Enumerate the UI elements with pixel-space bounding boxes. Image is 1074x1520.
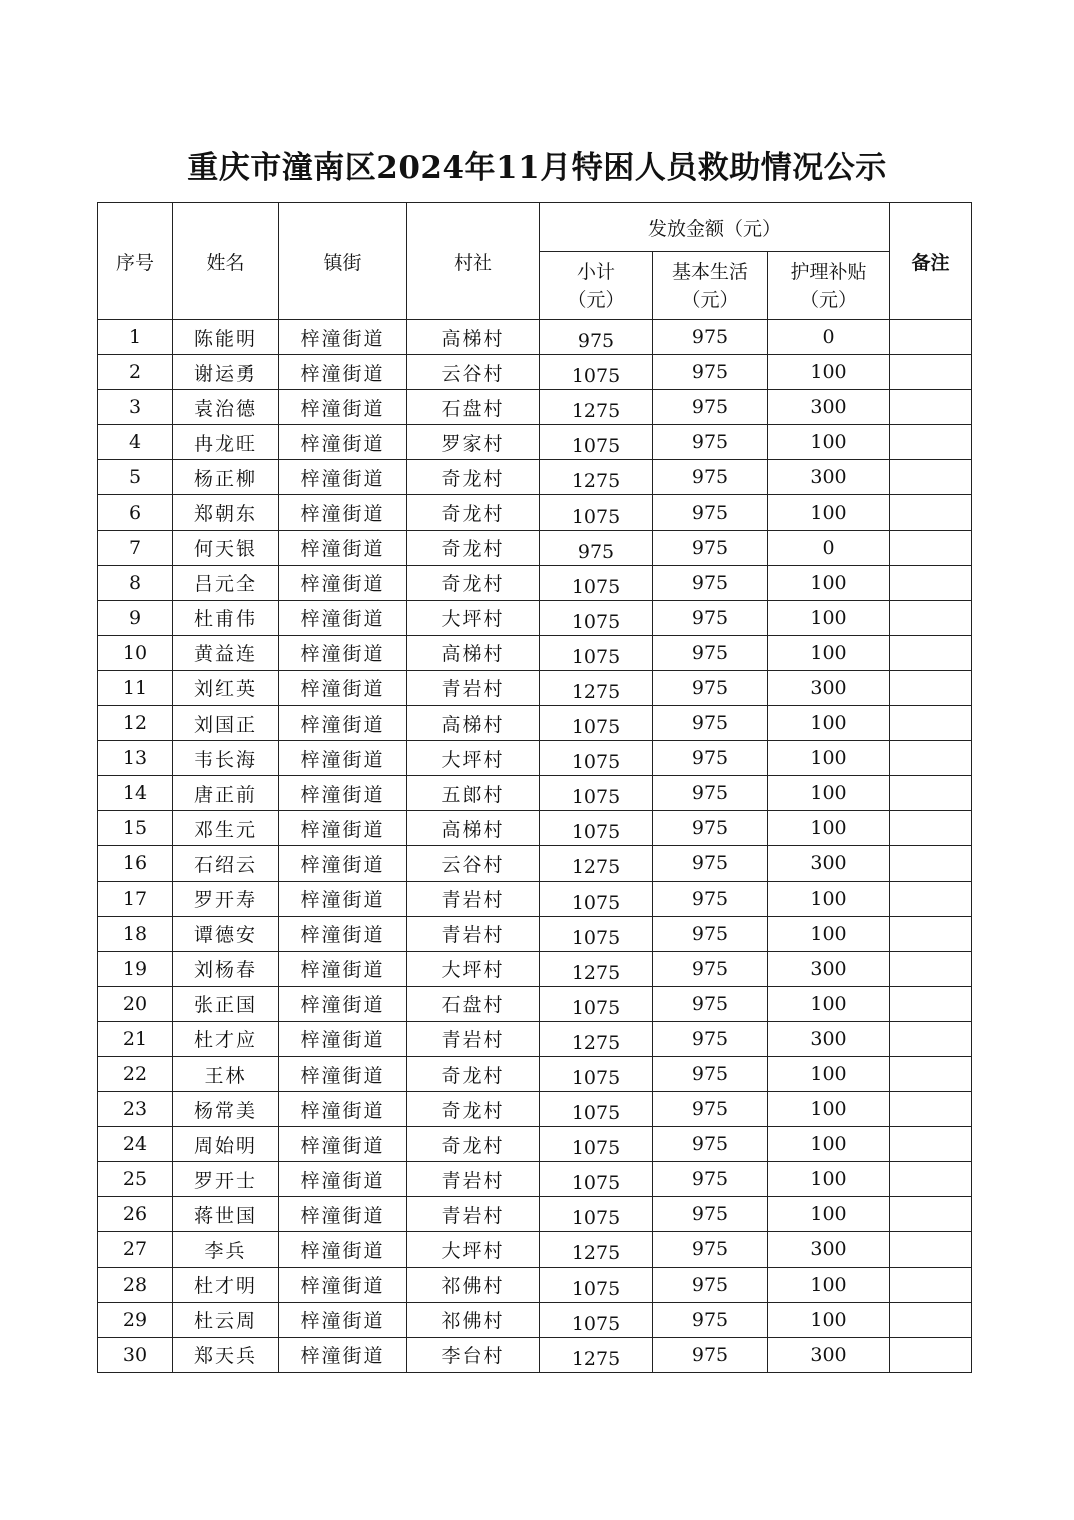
cell-town: 梓潼街道 <box>279 1267 407 1302</box>
table-row <box>98 320 972 355</box>
table-row <box>98 1127 972 1162</box>
cell-town: 梓潼街道 <box>279 1162 407 1197</box>
cell-town: 梓潼街道 <box>279 776 407 811</box>
cell-village: 奇龙村 <box>407 495 540 530</box>
cell-seq: 4 <box>98 425 173 460</box>
cell-village: 奇龙村 <box>407 565 540 600</box>
cell-name: 唐正前 <box>173 776 279 811</box>
cell-name: 冉龙旺 <box>173 425 279 460</box>
table-row <box>98 460 972 495</box>
cell-town: 梓潼街道 <box>279 1021 407 1056</box>
cell-remark <box>890 565 972 600</box>
header-basic <box>653 252 768 320</box>
cell-care: 100 <box>768 986 890 1021</box>
cell-remark <box>890 320 972 355</box>
cell-remark <box>890 1302 972 1337</box>
cell-remark <box>890 706 972 741</box>
cell-name: 罗开寿 <box>173 881 279 916</box>
cell-basic: 975 <box>653 530 768 565</box>
cell-care: 300 <box>768 1337 890 1372</box>
cell-town: 梓潼街道 <box>279 670 407 705</box>
cell-village: 祁佛村 <box>407 1302 540 1337</box>
cell-village: 云谷村 <box>407 355 540 390</box>
cell-subtotal: 1075 <box>540 635 653 670</box>
cell-care: 100 <box>768 1267 890 1302</box>
cell-name: 罗开士 <box>173 1162 279 1197</box>
cell-name: 吕元全 <box>173 565 279 600</box>
cell-subtotal: 1075 <box>540 1056 653 1091</box>
table-row <box>98 425 972 460</box>
cell-village: 高梯村 <box>407 811 540 846</box>
cell-seq: 11 <box>98 670 173 705</box>
cell-name: 袁治德 <box>173 390 279 425</box>
cell-remark <box>890 986 972 1021</box>
table-row <box>98 1056 972 1091</box>
table-row <box>98 741 972 776</box>
cell-village: 奇龙村 <box>407 530 540 565</box>
cell-care: 300 <box>768 670 890 705</box>
cell-remark <box>890 951 972 986</box>
cell-village: 奇龙村 <box>407 460 540 495</box>
cell-subtotal: 1075 <box>540 1127 653 1162</box>
cell-basic: 975 <box>653 986 768 1021</box>
cell-subtotal: 1275 <box>540 951 653 986</box>
cell-name: 刘杨春 <box>173 951 279 986</box>
cell-basic: 975 <box>653 320 768 355</box>
cell-care: 100 <box>768 1056 890 1091</box>
cell-remark <box>890 1337 972 1372</box>
cell-care: 100 <box>768 1127 890 1162</box>
table-row <box>98 986 972 1021</box>
cell-village: 高梯村 <box>407 320 540 355</box>
cell-subtotal: 1075 <box>540 706 653 741</box>
cell-remark <box>890 670 972 705</box>
cell-remark <box>890 390 972 425</box>
table-row <box>98 951 972 986</box>
cell-basic: 975 <box>653 1302 768 1337</box>
cell-subtotal: 1275 <box>540 1337 653 1372</box>
cell-subtotal: 975 <box>540 320 653 355</box>
cell-basic: 975 <box>653 565 768 600</box>
cell-care: 300 <box>768 390 890 425</box>
cell-name: 蒋世国 <box>173 1197 279 1232</box>
table-row <box>98 670 972 705</box>
cell-town: 梓潼街道 <box>279 530 407 565</box>
cell-name: 谢运勇 <box>173 355 279 390</box>
cell-name: 何天银 <box>173 530 279 565</box>
cell-remark <box>890 600 972 635</box>
cell-care: 100 <box>768 811 890 846</box>
header-care-unit: （元） <box>799 288 857 311</box>
cell-care: 100 <box>768 1197 890 1232</box>
cell-subtotal: 1075 <box>540 495 653 530</box>
cell-subtotal: 1075 <box>540 916 653 951</box>
cell-subtotal: 1075 <box>540 1267 653 1302</box>
cell-seq: 5 <box>98 460 173 495</box>
cell-town: 梓潼街道 <box>279 600 407 635</box>
cell-village: 云谷村 <box>407 846 540 881</box>
table-row <box>98 600 972 635</box>
cell-seq: 15 <box>98 811 173 846</box>
cell-seq: 29 <box>98 1302 173 1337</box>
cell-care: 100 <box>768 565 890 600</box>
cell-seq: 20 <box>98 986 173 1021</box>
cell-village: 李台村 <box>407 1337 540 1372</box>
cell-basic: 975 <box>653 390 768 425</box>
cell-remark <box>890 425 972 460</box>
cell-care: 300 <box>768 1021 890 1056</box>
cell-village: 青岩村 <box>407 670 540 705</box>
cell-town: 梓潼街道 <box>279 706 407 741</box>
cell-town: 梓潼街道 <box>279 1197 407 1232</box>
cell-name: 周始明 <box>173 1127 279 1162</box>
cell-seq: 7 <box>98 530 173 565</box>
cell-care: 100 <box>768 741 890 776</box>
table-row <box>98 635 972 670</box>
cell-seq: 3 <box>98 390 173 425</box>
cell-name: 郑朝东 <box>173 495 279 530</box>
cell-basic: 975 <box>653 916 768 951</box>
cell-subtotal: 1075 <box>540 741 653 776</box>
cell-remark <box>890 881 972 916</box>
cell-care: 100 <box>768 916 890 951</box>
cell-town: 梓潼街道 <box>279 1056 407 1091</box>
cell-town: 梓潼街道 <box>279 1092 407 1127</box>
cell-village: 高梯村 <box>407 706 540 741</box>
cell-basic: 975 <box>653 495 768 530</box>
cell-subtotal: 1075 <box>540 1197 653 1232</box>
header-seq: 序号 <box>98 203 173 320</box>
table-row <box>98 1302 972 1337</box>
table-row <box>98 776 972 811</box>
cell-town: 梓潼街道 <box>279 916 407 951</box>
cell-name: 邓生元 <box>173 811 279 846</box>
cell-seq: 25 <box>98 1162 173 1197</box>
cell-basic: 975 <box>653 776 768 811</box>
cell-name: 谭德安 <box>173 916 279 951</box>
cell-basic: 975 <box>653 1056 768 1091</box>
cell-care: 100 <box>768 425 890 460</box>
cell-care: 100 <box>768 1162 890 1197</box>
cell-subtotal: 1075 <box>540 565 653 600</box>
cell-name: 杜才应 <box>173 1021 279 1056</box>
cell-seq: 23 <box>98 1092 173 1127</box>
cell-remark <box>890 1092 972 1127</box>
cell-basic: 975 <box>653 1162 768 1197</box>
cell-subtotal: 1075 <box>540 425 653 460</box>
cell-care: 300 <box>768 460 890 495</box>
cell-town: 梓潼街道 <box>279 1337 407 1372</box>
table-row <box>98 1162 972 1197</box>
table-row <box>98 355 972 390</box>
cell-name: 韦长海 <box>173 741 279 776</box>
cell-subtotal: 1075 <box>540 986 653 1021</box>
cell-name: 陈能明 <box>173 320 279 355</box>
cell-subtotal: 1075 <box>540 1092 653 1127</box>
table-row <box>98 881 972 916</box>
cell-basic: 975 <box>653 670 768 705</box>
cell-name: 杨常美 <box>173 1092 279 1127</box>
cell-remark <box>890 811 972 846</box>
header-name: 姓名 <box>173 203 279 320</box>
header-care-label: 护理补贴 <box>790 260 867 283</box>
cell-subtotal: 1275 <box>540 1021 653 1056</box>
cell-subtotal: 1275 <box>540 390 653 425</box>
cell-village: 奇龙村 <box>407 1092 540 1127</box>
cell-town: 梓潼街道 <box>279 811 407 846</box>
cell-care: 300 <box>768 951 890 986</box>
cell-name: 黄益连 <box>173 635 279 670</box>
cell-basic: 975 <box>653 425 768 460</box>
cell-remark <box>890 495 972 530</box>
cell-care: 100 <box>768 706 890 741</box>
header-town: 镇街 <box>279 203 407 320</box>
header-remark: 备注 <box>890 203 972 320</box>
cell-seq: 6 <box>98 495 173 530</box>
cell-name: 杨正柳 <box>173 460 279 495</box>
cell-care: 300 <box>768 846 890 881</box>
cell-care: 0 <box>768 530 890 565</box>
cell-basic: 975 <box>653 846 768 881</box>
cell-subtotal: 1075 <box>540 1302 653 1337</box>
cell-remark <box>890 460 972 495</box>
cell-subtotal: 1075 <box>540 600 653 635</box>
cell-town: 梓潼街道 <box>279 425 407 460</box>
cell-town: 梓潼街道 <box>279 390 407 425</box>
cell-name: 郑天兵 <box>173 1337 279 1372</box>
cell-subtotal: 1075 <box>540 776 653 811</box>
cell-village: 祁佛村 <box>407 1267 540 1302</box>
cell-village: 青岩村 <box>407 881 540 916</box>
cell-subtotal: 1275 <box>540 1232 653 1267</box>
cell-subtotal: 1275 <box>540 670 653 705</box>
cell-care: 100 <box>768 1302 890 1337</box>
cell-basic: 975 <box>653 355 768 390</box>
table-row <box>98 1337 972 1372</box>
header-village: 村社 <box>407 203 540 320</box>
table-row <box>98 565 972 600</box>
cell-subtotal: 1075 <box>540 881 653 916</box>
cell-basic: 975 <box>653 1337 768 1372</box>
cell-care: 100 <box>768 1092 890 1127</box>
relief-table <box>97 202 972 1373</box>
cell-town: 梓潼街道 <box>279 495 407 530</box>
cell-remark <box>890 846 972 881</box>
cell-village: 罗家村 <box>407 425 540 460</box>
cell-care: 300 <box>768 1232 890 1267</box>
header-basic-label: 基本生活 <box>671 260 748 283</box>
cell-seq: 30 <box>98 1337 173 1372</box>
cell-remark <box>890 1127 972 1162</box>
cell-seq: 16 <box>98 846 173 881</box>
cell-care: 100 <box>768 495 890 530</box>
cell-basic: 975 <box>653 1267 768 1302</box>
cell-basic: 975 <box>653 1127 768 1162</box>
cell-care: 0 <box>768 320 890 355</box>
cell-subtotal: 1275 <box>540 460 653 495</box>
cell-remark <box>890 1232 972 1267</box>
table-row <box>98 1197 972 1232</box>
cell-subtotal: 1075 <box>540 811 653 846</box>
cell-remark <box>890 1162 972 1197</box>
cell-remark <box>890 530 972 565</box>
cell-name: 石绍云 <box>173 846 279 881</box>
cell-town: 梓潼街道 <box>279 460 407 495</box>
cell-village: 大坪村 <box>407 600 540 635</box>
cell-seq: 10 <box>98 635 173 670</box>
cell-basic: 975 <box>653 1092 768 1127</box>
cell-village: 青岩村 <box>407 916 540 951</box>
table-row <box>98 1092 972 1127</box>
cell-town: 梓潼街道 <box>279 635 407 670</box>
cell-seq: 19 <box>98 951 173 986</box>
cell-name: 刘国正 <box>173 706 279 741</box>
cell-subtotal: 1275 <box>540 846 653 881</box>
cell-seq: 27 <box>98 1232 173 1267</box>
header-subtotal-unit: （元） <box>567 288 625 311</box>
cell-name: 杜才明 <box>173 1267 279 1302</box>
cell-seq: 18 <box>98 916 173 951</box>
cell-basic: 975 <box>653 741 768 776</box>
cell-basic: 975 <box>653 1197 768 1232</box>
cell-basic: 975 <box>653 635 768 670</box>
table-row <box>98 916 972 951</box>
cell-town: 梓潼街道 <box>279 565 407 600</box>
cell-basic: 975 <box>653 1232 768 1267</box>
cell-town: 梓潼街道 <box>279 881 407 916</box>
cell-village: 大坪村 <box>407 741 540 776</box>
cell-name: 张正国 <box>173 986 279 1021</box>
cell-seq: 12 <box>98 706 173 741</box>
page-title: 重庆市潼南区2024年11月特困人员救助情况公示 <box>187 150 887 186</box>
cell-name: 刘红英 <box>173 670 279 705</box>
cell-care: 100 <box>768 881 890 916</box>
cell-seq: 9 <box>98 600 173 635</box>
cell-seq: 28 <box>98 1267 173 1302</box>
table-row <box>98 1267 972 1302</box>
cell-village: 五郎村 <box>407 776 540 811</box>
cell-remark <box>890 355 972 390</box>
cell-basic: 975 <box>653 811 768 846</box>
cell-subtotal: 1075 <box>540 1162 653 1197</box>
cell-seq: 8 <box>98 565 173 600</box>
cell-village: 青岩村 <box>407 1162 540 1197</box>
cell-seq: 24 <box>98 1127 173 1162</box>
cell-remark <box>890 1267 972 1302</box>
table-row <box>98 495 972 530</box>
cell-seq: 17 <box>98 881 173 916</box>
cell-seq: 21 <box>98 1021 173 1056</box>
cell-remark <box>890 741 972 776</box>
cell-town: 梓潼街道 <box>279 1127 407 1162</box>
cell-town: 梓潼街道 <box>279 1232 407 1267</box>
table-row <box>98 1021 972 1056</box>
cell-seq: 14 <box>98 776 173 811</box>
cell-seq: 13 <box>98 741 173 776</box>
cell-remark <box>890 1056 972 1091</box>
header-basic-unit: （元） <box>681 288 739 311</box>
cell-village: 奇龙村 <box>407 1056 540 1091</box>
table-row <box>98 530 972 565</box>
cell-basic: 975 <box>653 1021 768 1056</box>
cell-name: 王林 <box>173 1056 279 1091</box>
cell-village: 青岩村 <box>407 1021 540 1056</box>
cell-village: 大坪村 <box>407 1232 540 1267</box>
table-row <box>98 706 972 741</box>
cell-remark <box>890 1197 972 1232</box>
cell-town: 梓潼街道 <box>279 320 407 355</box>
cell-remark <box>890 1021 972 1056</box>
cell-basic: 975 <box>653 951 768 986</box>
cell-town: 梓潼街道 <box>279 986 407 1021</box>
header-subtotal-label: 小计 <box>576 260 615 283</box>
cell-care: 100 <box>768 355 890 390</box>
cell-basic: 975 <box>653 706 768 741</box>
cell-basic: 975 <box>653 460 768 495</box>
cell-subtotal: 1075 <box>540 355 653 390</box>
cell-remark <box>890 776 972 811</box>
cell-name: 杜云周 <box>173 1302 279 1337</box>
cell-remark <box>890 916 972 951</box>
table-row <box>98 811 972 846</box>
cell-village: 石盘村 <box>407 390 540 425</box>
header-subtotal <box>540 252 653 320</box>
cell-name: 李兵 <box>173 1232 279 1267</box>
cell-seq: 1 <box>98 320 173 355</box>
cell-basic: 975 <box>653 600 768 635</box>
cell-subtotal: 975 <box>540 530 653 565</box>
cell-village: 青岩村 <box>407 1197 540 1232</box>
cell-seq: 2 <box>98 355 173 390</box>
cell-village: 高梯村 <box>407 635 540 670</box>
cell-care: 100 <box>768 600 890 635</box>
cell-town: 梓潼街道 <box>279 951 407 986</box>
table-body <box>98 320 972 1373</box>
cell-seq: 26 <box>98 1197 173 1232</box>
header-care <box>768 252 890 320</box>
cell-care: 100 <box>768 776 890 811</box>
table-row <box>98 1232 972 1267</box>
cell-village: 奇龙村 <box>407 1127 540 1162</box>
cell-town: 梓潼街道 <box>279 846 407 881</box>
cell-name: 杜甫伟 <box>173 600 279 635</box>
cell-seq: 22 <box>98 1056 173 1091</box>
cell-care: 100 <box>768 635 890 670</box>
cell-town: 梓潼街道 <box>279 355 407 390</box>
table-row <box>98 846 972 881</box>
cell-town: 梓潼街道 <box>279 1302 407 1337</box>
header-amount-group: 发放金额（元） <box>540 203 890 252</box>
cell-village: 石盘村 <box>407 986 540 1021</box>
table-row <box>98 390 972 425</box>
cell-village: 大坪村 <box>407 951 540 986</box>
cell-remark <box>890 635 972 670</box>
cell-basic: 975 <box>653 881 768 916</box>
cell-town: 梓潼街道 <box>279 741 407 776</box>
